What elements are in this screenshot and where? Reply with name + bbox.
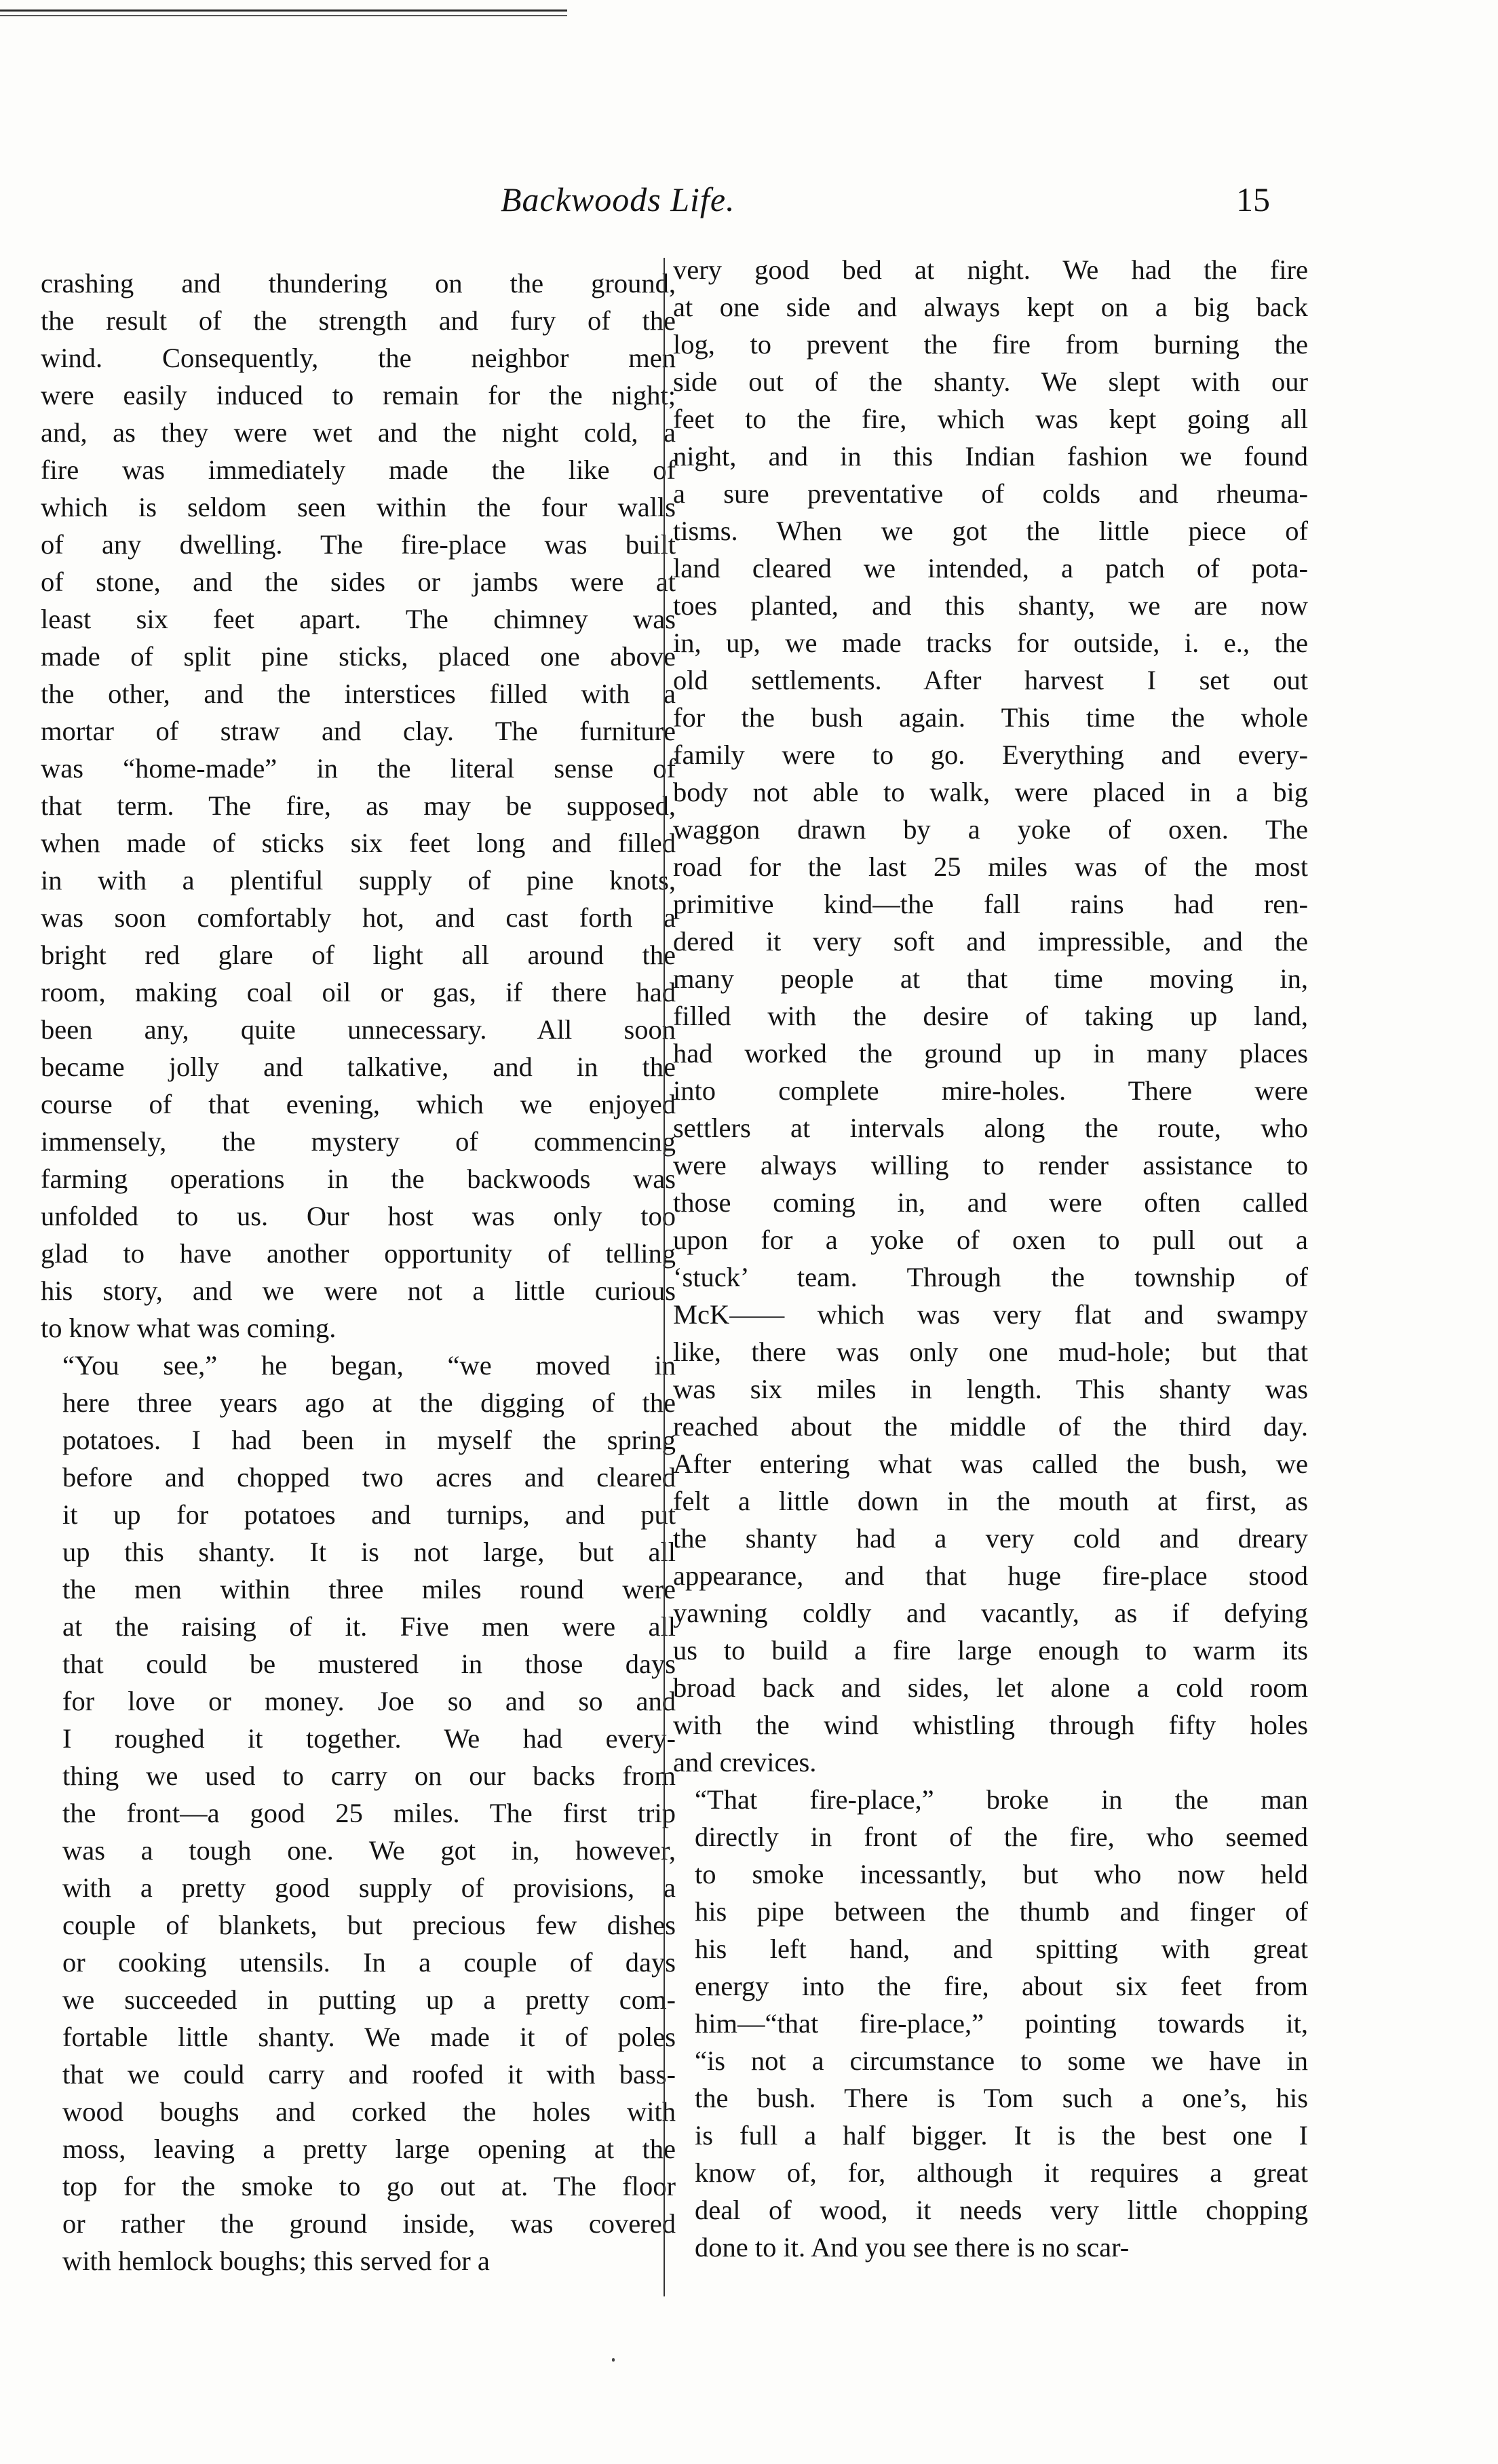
text-line: “is not a circumstance to some we have in bbox=[695, 2045, 1308, 2076]
text-line: I roughed it together. We had every- bbox=[62, 1723, 676, 1754]
text-line: to know what was coming. bbox=[41, 1313, 337, 1343]
text-line: deal of wood, it needs very little chopping bbox=[695, 2195, 1308, 2225]
text-line: when made of sticks six feet long and filled bbox=[41, 828, 676, 858]
text-line: or cooking utensils. In a couple of days bbox=[62, 1947, 676, 1978]
text-line: for love or money. Joe so and so and bbox=[62, 1686, 676, 1716]
text-line: couple of blankets, but precious few dishes bbox=[62, 1910, 676, 1940]
text-line: the other, and the interstices filled with a bbox=[41, 678, 676, 709]
text-line: that we could carry and roofed it with bass- bbox=[62, 2059, 676, 2090]
text-line: top for the smoke to go out at. The floor bbox=[62, 2171, 676, 2201]
text-line: yawning coldly and vacantly, as if defying bbox=[673, 1598, 1308, 1628]
text-line: that term. The fire, as may be supposed, bbox=[41, 790, 676, 821]
text-line: were always willing to render assistance to bbox=[673, 1150, 1308, 1180]
text-line: in, up, we made tracks for outside, i. e., the bbox=[673, 628, 1308, 658]
text-line: to smoke incessantly, but who now held bbox=[695, 1859, 1308, 1889]
text-line: is full a half bigger. It is the best one I bbox=[695, 2120, 1308, 2151]
text-line: was a tough one. We got in, however, bbox=[62, 1835, 676, 1866]
text-line: tisms. When we got the little piece of bbox=[673, 516, 1308, 546]
text-line: that could be mustered in those days bbox=[62, 1649, 676, 1679]
text-line: in with a plentiful supply of pine knots, bbox=[41, 865, 676, 896]
text-line: very good bed at night. We had the fire bbox=[673, 254, 1308, 285]
text-line: waggon drawn by a yoke of oxen. The bbox=[673, 814, 1308, 845]
text-line: unfolded to us. Our host was only too bbox=[41, 1201, 676, 1231]
top-border-rule bbox=[0, 9, 567, 12]
text-line: of any dwelling. The fire-place was built bbox=[41, 529, 676, 560]
text-line: dered it very soft and impressible, and the bbox=[673, 926, 1308, 957]
text-line: many people at that time moving in, bbox=[673, 963, 1308, 994]
text-line: energy into the fire, about six feet from bbox=[695, 1971, 1308, 2001]
text-line: at one side and always kept on a big back bbox=[673, 292, 1308, 322]
text-line: the front—a good 25 miles. The first trip bbox=[62, 1798, 676, 1828]
text-line: reached about the middle of the third day. bbox=[673, 1411, 1308, 1442]
paragraph bbox=[41, 265, 676, 1347]
right-column bbox=[673, 251, 1308, 2266]
text-line: mortar of straw and clay. The furniture bbox=[41, 716, 676, 746]
text-line: it up for potatoes and turnips, and put bbox=[62, 1499, 676, 1530]
text-line: had worked the ground up in many places bbox=[673, 1038, 1308, 1069]
text-line: up this shanty. It is not large, but all bbox=[62, 1537, 676, 1567]
text-line: primitive kind—the fall rains had ren- bbox=[673, 889, 1308, 919]
text-line: into complete mire-holes. There were bbox=[673, 1075, 1308, 1106]
text-line: potatoes. I had been in myself the spring bbox=[62, 1425, 676, 1455]
running-head bbox=[0, 173, 1498, 227]
column-divider bbox=[664, 258, 665, 2296]
text-line: appearance, and that huge fire-place stood bbox=[673, 1560, 1308, 1591]
text-line: “That fire-place,” broke in the man bbox=[695, 1784, 1308, 1815]
text-line: here three years ago at the digging of the bbox=[62, 1387, 676, 1418]
paragraph bbox=[673, 1781, 1308, 2266]
text-line: night, and in this Indian fashion we found bbox=[673, 441, 1308, 471]
text-line: know of, for, although it requires a great bbox=[695, 2157, 1308, 2188]
text-line: feet to the fire, which was kept going all bbox=[673, 404, 1308, 434]
left-column bbox=[41, 265, 676, 2279]
text-line: made of split pine sticks, placed one above bbox=[41, 641, 676, 672]
text-line: ‘stuck’ team. Through the township of bbox=[673, 1262, 1308, 1292]
text-line: course of that evening, which we enjoyed bbox=[41, 1089, 676, 1119]
text-line: glad to have another opportunity of telling bbox=[41, 1238, 676, 1269]
text-line: directly in front of the fire, who seemed bbox=[695, 1822, 1308, 1852]
text-line: and crevices. bbox=[673, 1747, 817, 1777]
text-line: was “home-made” in the literal sense of bbox=[41, 753, 676, 784]
text-line: been any, quite unnecessary. All soon bbox=[41, 1014, 676, 1045]
text-line: like, there was only one mud-hole; but that bbox=[673, 1336, 1308, 1367]
text-line: with a pretty good supply of provisions, a bbox=[62, 1872, 676, 1903]
text-line: immensely, the mystery of commencing bbox=[41, 1126, 676, 1157]
text-line: upon for a yoke of oxen to pull out a bbox=[673, 1225, 1308, 1255]
text-line: body not able to walk, were placed in a big bbox=[673, 777, 1308, 807]
text-line: was six miles in length. This shanty was bbox=[673, 1374, 1308, 1404]
text-line: room, making coal oil or gas, if there had bbox=[41, 977, 676, 1007]
text-line: fortable little shanty. We made it of poles bbox=[62, 2022, 676, 2052]
text-line: those coming in, and were often called bbox=[673, 1187, 1308, 1218]
text-line: felt a little down in the mouth at first, as bbox=[673, 1486, 1308, 1516]
text-line: the bush. There is Tom such a one’s, his bbox=[695, 2083, 1308, 2113]
top-border-rule-inner bbox=[0, 15, 567, 16]
text-line: “You see,” he began, “we moved in bbox=[62, 1350, 676, 1381]
text-line: land cleared we intended, a patch of pota- bbox=[673, 553, 1308, 583]
text-line: done to it. And you see there is no scar- bbox=[695, 2232, 1130, 2263]
text-line: wood boughs and corked the holes with bbox=[62, 2096, 676, 2127]
text-line: were easily induced to remain for the night; bbox=[41, 380, 676, 410]
text-line: a sure preventative of colds and rheuma- bbox=[673, 478, 1308, 509]
text-line: After entering what was called the bush, we bbox=[673, 1448, 1308, 1479]
text-line: for the bush again. This time the whole bbox=[673, 702, 1308, 733]
text-line: fire was immediately made the like of bbox=[41, 455, 676, 485]
text-line: moss, leaving a pretty large opening at the bbox=[62, 2134, 676, 2164]
text-line: settlers at intervals along the route, who bbox=[673, 1113, 1308, 1143]
text-line: his pipe between the thumb and finger of bbox=[695, 1896, 1308, 1927]
text-line: bright red glare of light all around the bbox=[41, 940, 676, 970]
text-line: of stone, and the sides or jambs were at bbox=[41, 566, 676, 597]
text-line: and, as they were wet and the night cold, a bbox=[41, 417, 676, 448]
text-line: broad back and sides, let alone a cold room bbox=[673, 1672, 1308, 1703]
paragraph bbox=[673, 251, 1308, 1781]
text-line: the result of the strength and fury of the bbox=[41, 305, 676, 336]
text-line: old settlements. After harvest I set out bbox=[673, 665, 1308, 695]
text-line: wind. Consequently, the neighbor men bbox=[41, 343, 676, 373]
paragraph bbox=[41, 1347, 676, 2279]
text-line: the shanty had a very cold and dreary bbox=[673, 1523, 1308, 1554]
text-line: road for the last 25 miles was of the most bbox=[673, 851, 1308, 882]
text-line: became jolly and talkative, and in the bbox=[41, 1052, 676, 1082]
page-number: 15 bbox=[1236, 180, 1270, 218]
text-line: side out of the shanty. We slept with our bbox=[673, 366, 1308, 397]
text-line: log, to prevent the fire from burning the bbox=[673, 329, 1308, 360]
text-line: which is seldom seen within the four walls bbox=[41, 492, 676, 522]
text-line: us to build a fire large enough to warm its bbox=[673, 1635, 1308, 1666]
text-line: was soon comfortably hot, and cast forth a bbox=[41, 902, 676, 933]
text-line: his story, and we were not a little curious bbox=[41, 1275, 676, 1306]
text-line: thing we used to carry on our backs from bbox=[62, 1760, 676, 1791]
ink-speck bbox=[612, 2358, 615, 2362]
text-line: before and chopped two acres and cleared bbox=[62, 1462, 676, 1493]
text-line: we succeeded in putting up a pretty com- bbox=[62, 1984, 676, 2015]
text-line: or rather the ground inside, was covered bbox=[62, 2208, 676, 2239]
text-line: least six feet apart. The chimney was bbox=[41, 604, 676, 634]
text-line: toes planted, and this shanty, we are now bbox=[673, 590, 1308, 621]
text-line: with the wind whistling through fifty holes bbox=[673, 1710, 1308, 1740]
text-line: crashing and thundering on the ground, bbox=[41, 268, 676, 299]
text-line: McK—— which was very flat and swampy bbox=[673, 1299, 1308, 1330]
text-line: farming operations in the backwoods was bbox=[41, 1163, 676, 1194]
text-line: his left hand, and spitting with great bbox=[695, 1933, 1308, 1964]
text-line: him—“that fire-place,” pointing towards it, bbox=[695, 2008, 1308, 2039]
running-title: Backwoods Life. bbox=[501, 180, 735, 218]
text-line: the men within three miles round were bbox=[62, 1574, 676, 1604]
text-line: at the raising of it. Five men were all bbox=[62, 1611, 676, 1642]
text-line: with hemlock boughs; this served for a bbox=[62, 2246, 490, 2276]
text-line: filled with the desire of taking up land, bbox=[673, 1001, 1308, 1031]
text-line: family were to go. Everything and every- bbox=[673, 739, 1308, 770]
